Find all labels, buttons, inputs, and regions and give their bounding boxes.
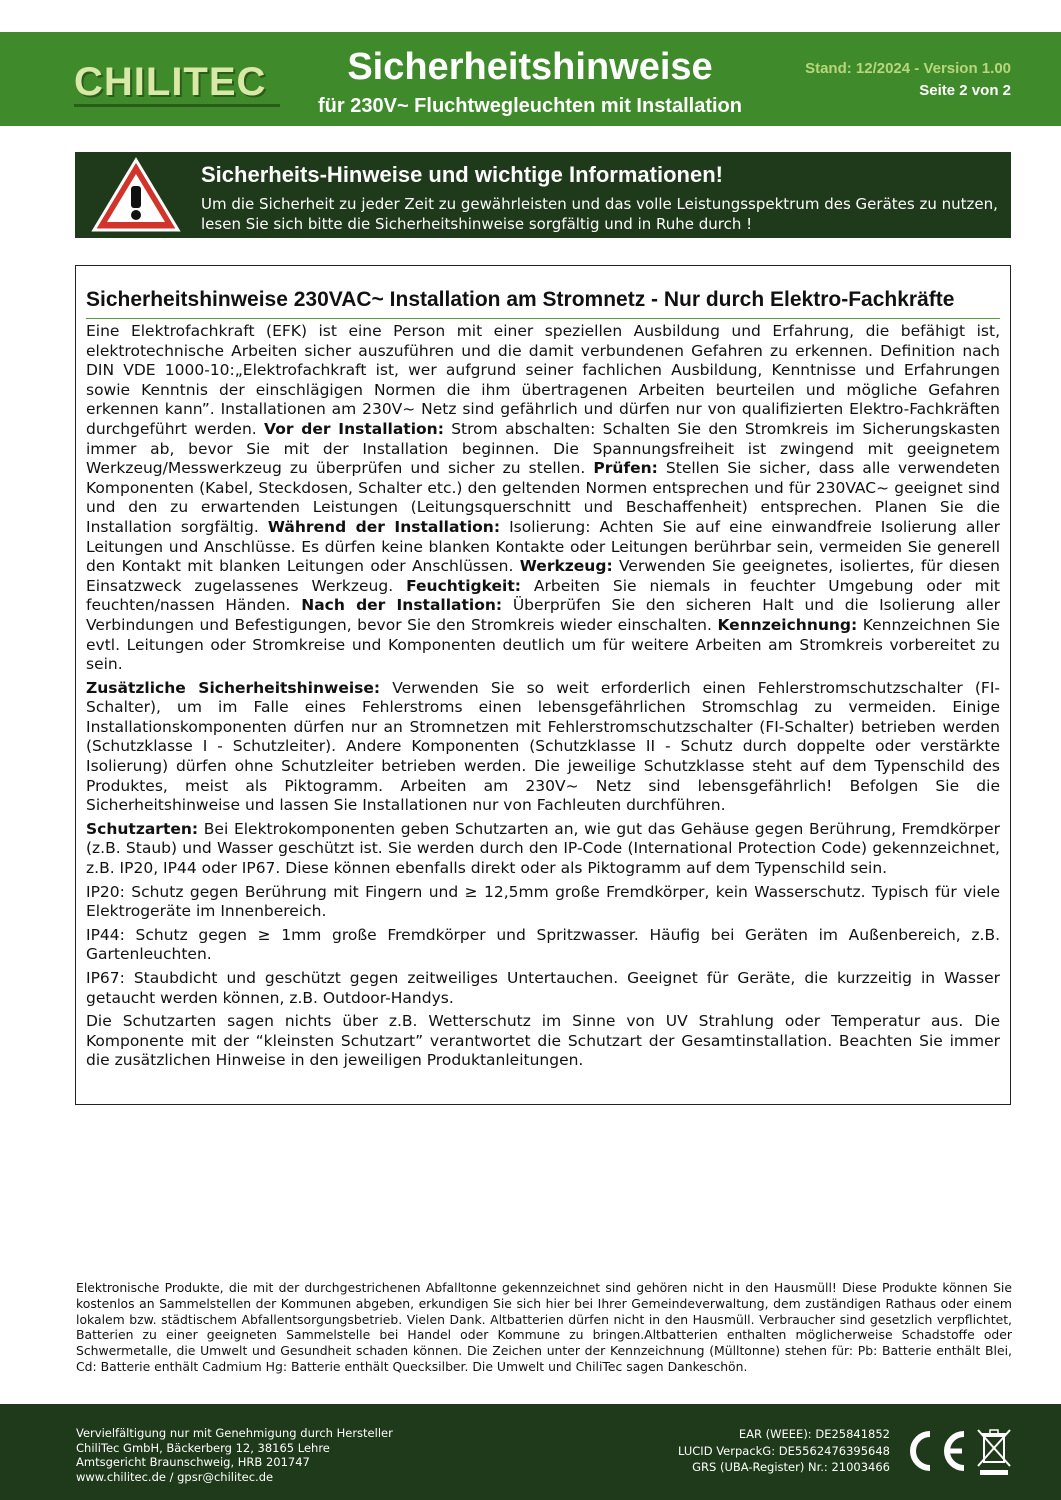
paragraph-ip44: IP44: Schutz gegen ≥ 1mm große Fremdkörper und Spritzwasser. Häufig bei Geräten im Außenbereich, z.B. Gartenleuchten. bbox=[86, 925, 1000, 964]
safety-section bbox=[75, 265, 1011, 1105]
page-header bbox=[0, 32, 1061, 126]
page-footer bbox=[0, 1404, 1061, 1500]
crossed-out-bin-icon bbox=[976, 1426, 1012, 1478]
page-number: Seite 2 von 2 bbox=[919, 82, 1011, 99]
paragraph-additional: Zusätzliche Sicherheitshinweise: Verwenden Sie so weit erforderlich einen Fehlerstromschutzschalter (FI-Schalter), um im Falle eines Fehlerstroms einen lebensgefährlichen Stromschlag zu vermeiden. Einige Installationskomponenten dürfen nur an Stromnetzen mit Fehlerstromschutzschalter (FI-Schalter) betrieben werden (Schutzklasse I - Schutzleiter). Andere Komponenten (Schutzklasse II - Schutz durch doppelte oder verstärkte Isolierung) dürfen ohne Schutzleiter betrieben werden. Die jeweilige Schutzklasse steht auf dem Typenschild des Produktes, meist als Piktogramm. Arbeiten am 230V~ Netz sind lebensgefährlich! Befolgen Sie die Sicherheitshinweise und lassen Sie Installationen nur von Fachleuten durchführen. bbox=[86, 678, 1001, 815]
disposal-notice: Elektronische Produkte, die mit der durchgestrichenen Abfalltonne gekennzeichnet sind gehören nicht in den Hausmüll! Diese Produkte können Sie kostenlos an Sammelstellen der Kommunen abgeben, erkundigen Sie sich hier bei Ihrer Gemeindeverwaltung, dem zuständigen Rathaus oder einem lokalem bzw. städtischem Abfallentsorgungsbetrieb. Vielen Dank. Altbatterien dürfen nicht in den Hausmüll. Verbraucher sind gesetzlich verpflichtet, Batterien zu einer geeigneten Sammelstelle bei Handel oder Kommune zu bringen.Altbatterien enthalten möglicherweise Schadstoffe oder Schwermetalle, die Umwelt und Gesundheit schaden können. Die Zeichen unter der Kennzeichnung (Mülltonne) stehen für: Pb: Batterie enthält Blei, Cd: Batterie enthält Cadmium Hg: Batterie enthält Quecksilber. Die Umwelt und ChiliTec sagen Dankeschön. bbox=[76, 1280, 1012, 1374]
warning-text: Um die Sicherheit zu jeder Zeit zu gewährleisten und das volle Leistungsspektrum des Gerätes zu nutzen, lesen Sie sich bitte die Sicherheitshinweise sorgfältig und in Ruhe durch ! bbox=[201, 195, 998, 233]
paragraph-note: Die Schutzarten sagen nichts über z.B. Wetterschutz im Sinne von UV Strahlung oder Temperatur aus. Die Komponente mit der “kleinsten Schutzart” verantwortet die Schutzart der Gesamtinstallation. Beachten Sie immer die zusätzlichen Hinweise in den jeweiligen Produktanleitungen. bbox=[86, 1012, 1000, 1070]
section-body bbox=[86, 322, 1000, 1075]
ce-mark-icon bbox=[900, 1426, 970, 1476]
section-divider bbox=[86, 318, 1000, 319]
company-info: Vervielfältigung nur mit Genehmigung durch Hersteller ChiliTec GmbH, Bäckerberg 12, 38165 Lehre Amtsgericht Braunschweig, HRB 201747 www.chilitec.de / gpsr@chilitec.de bbox=[76, 1426, 393, 1484]
section-title: Sicherheitshinweise 230VAC~ Installation am Stromnetz - Nur durch Elektro-Fachkräfte bbox=[86, 288, 955, 311]
paragraph-installation: Eine Elektrofachkraft (EFK) ist eine Person mit einer speziellen Ausbildung und Erfahrung, die befähigt ist, elektrotechnische Arbeiten sicher auszuführen und die damit verbundenen Gefahren zu erkennen. Definition nach DIN VDE 1000-10:„Elektrofachkraft ist, wer aufgrund seiner fachlichen Ausbildung, Kenntnisse und Erfahrungen sowie Kenntnis der einschlägigen Normen die ihm übertragenen Arbeiten beurteilen und mögliche Gefahren erkennen kann”. Installationen am 230V~ Netz sind gefährlich und dürfen nur von qualifizierten Elektro-Fachkräften durchgeführt werden. Vor der Installation: Strom abschalten: Schalten Sie den Stromkreis im Sicherungskasten immer ab, bevor Sie mit der Installation beginnen. Die Spannungsfreiheit ist zwingend mit geeignetem Werkzeug/Messwerkzeug zu überprüfen und sicher zu stellen. Prüfen: Stellen Sie sicher, dass alle verwendeten Komponenten (Kabel, Steckdosen, Schalter etc.) den geltenden Normen entsprechen und für 230VAC~ geeignet sind und den zu erwartenden Leistungen (Leitungsquerschnitt und Beschaffenheit) entsprechen. Planen Sie die Installation sorgfältig. Während der Installation: Isolierung: Achten Sie auf eine einwandfreie Isolierung aller Leitungen und Anschlüsse. Es dürfen keine blanken Kontakte oder Leitungen berührbar sein, vermeiden Sie generell den Kontakt mit blanken Leitungen oder Anschlüssen. Werkzeug: Verwenden Sie geeignetes, isoliertes, für diesen Einsatzweck zugelassenes Werkzeug. Feuchtigkeit: Arbeiten Sie niemals in feuchter Umgebung oder mit feuchten/nassen Händen. Nach der Installation: Überprüfen Sie den sicheren Halt und die Isolierung aller Verbindungen und Befestigungen, bevor Sie den Stromkreis wieder einschalten. Kennzeichnung: Kennzeichnen Sie evtl. Leitungen oder Stromkreise und Komponenten deutlich um für weitere Arbeiten am Stromkreis vorbereitet zu sein. bbox=[86, 322, 1001, 674]
warning-banner bbox=[75, 152, 1011, 238]
warning-title: Sicherheits-Hinweise und wichtige Informationen! bbox=[201, 162, 723, 187]
logo-underline bbox=[74, 104, 280, 107]
page-subtitle: für 230V~ Fluchtwegleuchten mit Installation bbox=[318, 95, 742, 117]
paragraph-protection: Schutzarten: Bei Elektrokomponenten geben Schutzarten an, wie gut das Gehäuse gegen Berührung, Fremdkörper (z.B. Staub) und Wasser geschützt ist. Sie werden durch den IP-Code (International Protection Code) gekennzeichnet, z.B. IP20, IP44 oder IP67. Diese können ebenfalls direkt oder als Piktogramm auf dem Typenschild sein. bbox=[86, 819, 1000, 878]
paragraph-ip67: IP67: Staubdicht und geschützt gegen zeitweiliges Untertauchen. Geeignet für Geräte, die kurzzeitig in Wasser getaucht werden können, z.B. Outdoor-Handys. bbox=[86, 969, 1000, 1007]
version-stand: Stand: 12/2024 - Version 1.00 bbox=[805, 60, 1011, 77]
paragraph-ip20: IP20: Schutz gegen Berührung mit Fingern und ≥ 12,5mm große Fremdkörper, kein Wasserschutz. Typisch für viele Elektrogeräte im Innenbereich. bbox=[86, 882, 1000, 921]
chilitec-logo: CHILITEC bbox=[74, 60, 267, 104]
page-title: Sicherheitshinweise bbox=[347, 46, 713, 88]
warning-triangle-icon bbox=[91, 156, 181, 234]
registration-info: EAR (WEEE): DE25841852 LUCID VerpackG: DE5562476395648 GRS (UBA-Register) Nr.: 21003466 bbox=[678, 1427, 890, 1474]
